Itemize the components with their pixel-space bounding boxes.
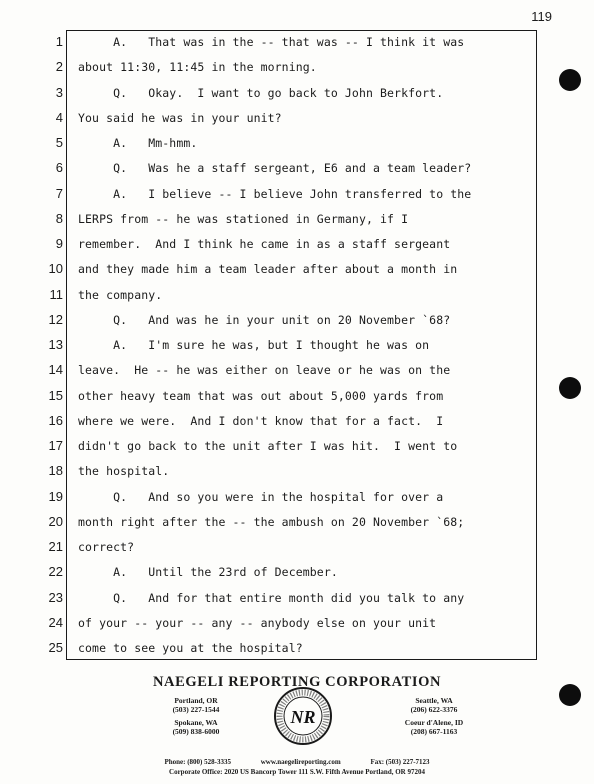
line-number: 10 [48,261,63,277]
fax-number: Fax: (503) 227-7123 [370,758,430,766]
line-text: Q. Okay. I want to go back to John Berkfort. [78,85,444,100]
office-phone: (503) 227-1544 [172,705,220,714]
office-phone: (208) 667-1163 [410,727,458,736]
line-number: 7 [55,185,63,201]
transcript-line [0,335,594,355]
transcript-line [0,108,594,128]
line-number: 16 [48,412,63,428]
line-text: come to see you at the hospital? [78,641,303,655]
line-text: correct? [78,540,135,554]
line-number: 9 [55,236,63,251]
transcript-line [0,512,594,532]
line-number: 24 [48,614,63,630]
transcript-line [0,638,594,658]
corporate-office-address: Corporate Office: 2020 US Bancorp Tower 111 S.W. Fifth Avenue Portland, OR 97204 [169,768,425,776]
line-number: 15 [48,387,63,403]
line-text: LERPS from -- he was stationed in Germany, if I [78,211,409,226]
line-number: 20 [48,513,63,529]
line-number: 2 [55,59,63,75]
transcript-line [0,537,594,557]
line-text: Q. And for that entire month did you talk to any [78,590,465,605]
line-text: and they made him a team leader after about a month in [78,262,458,277]
footer [0,668,594,784]
line-number: 19 [48,488,63,504]
transcript-line [0,613,594,633]
line-number: 8 [55,210,63,226]
line-text: other heavy team that was out about 5,000 yards from [78,388,444,403]
transcript-line [0,32,594,52]
line-text: remember. And I think he came in as a staff sergeant [78,237,451,251]
line-text: A. That was in the -- that was -- I think it was [78,35,465,49]
company-seal-logo [273,686,333,746]
transcript-line [0,184,594,204]
line-number: 12 [48,311,63,327]
office-phone: (509) 838-6000 [172,727,220,736]
website-link: www.naegelireporting.com [260,758,341,766]
line-number: 1 [55,34,63,49]
line-number: 21 [48,539,63,554]
line-number: 18 [48,463,63,479]
line-number: 3 [55,84,63,100]
office-spokane [156,718,236,736]
line-number: 17 [48,438,63,453]
line-number: 23 [48,589,63,605]
page-number: 119 [531,9,552,24]
line-number: 22 [48,564,63,580]
transcript-line [0,158,594,178]
line-text: Q. And so you were in the hospital for over a [78,489,444,504]
line-number: 4 [55,109,63,125]
line-text: A. Until the 23rd of December. [78,565,338,580]
transcript-line [0,83,594,103]
line-text: You said he was in your unit? [78,110,282,125]
phone-number: Phone: (800) 528-3335 [164,758,231,766]
transcript-line [0,209,594,229]
line-text: the company. [78,287,163,302]
firm-name: NAEGELI REPORTING CORPORATION [152,674,442,690]
line-text: Q. Was he a staff sergeant, E6 and a team leader? [78,161,472,176]
line-text: leave. He -- he was either on leave or he was on the [78,363,451,378]
line-text: month right after the -- the ambush on 20 November `68; [78,514,465,529]
line-number: 25 [48,640,63,655]
line-text: of your -- your -- any -- anybody else on your unit [78,615,437,630]
line-text: Q. And was he in your unit on 20 November `68? [78,312,451,327]
office-coeur-dalene [384,718,484,736]
office-city: Coeur d'Alene, ID [404,718,464,727]
transcript-line [0,461,594,481]
transcript-line [0,411,594,431]
office-seattle [384,696,484,714]
line-number: 6 [55,160,63,176]
line-number: 11 [49,286,63,302]
office-city: Spokane, WA [174,718,218,727]
transcript-line [0,310,594,330]
transcript-line [0,386,594,406]
transcript-line [0,487,594,507]
office-city: Portland, OR [174,696,218,705]
line-text: didn't go back to the unit after I was hit. I went to [78,439,458,453]
line-text: where we were. And I don't know that for a fact. I [78,413,444,428]
transcript-line [0,259,594,279]
line-number: 14 [48,362,63,378]
transcript-line [0,57,594,77]
contact-line [0,758,594,766]
line-text: about 11:30, 11:45 in the morning. [78,60,317,75]
line-text: A. I'm sure he was, but I thought he was on [78,338,430,352]
office-portland [156,696,236,714]
line-number: 13 [48,337,63,352]
transcript-line [0,436,594,456]
transcript-line [0,285,594,305]
transcript-line [0,588,594,608]
line-number: 5 [55,135,63,150]
seal-monogram: NR [290,707,316,727]
office-city: Seattle, WA [415,696,453,705]
line-text: A. I believe -- I believe John transferred to the [78,186,472,201]
transcript-line [0,234,594,254]
line-text: the hospital. [78,464,170,479]
transcript-line [0,133,594,153]
office-phone: (206) 622-3376 [410,705,458,714]
transcript-line [0,360,594,380]
line-text: A. Mm-hmm. [78,136,198,150]
transcript-line [0,562,594,582]
